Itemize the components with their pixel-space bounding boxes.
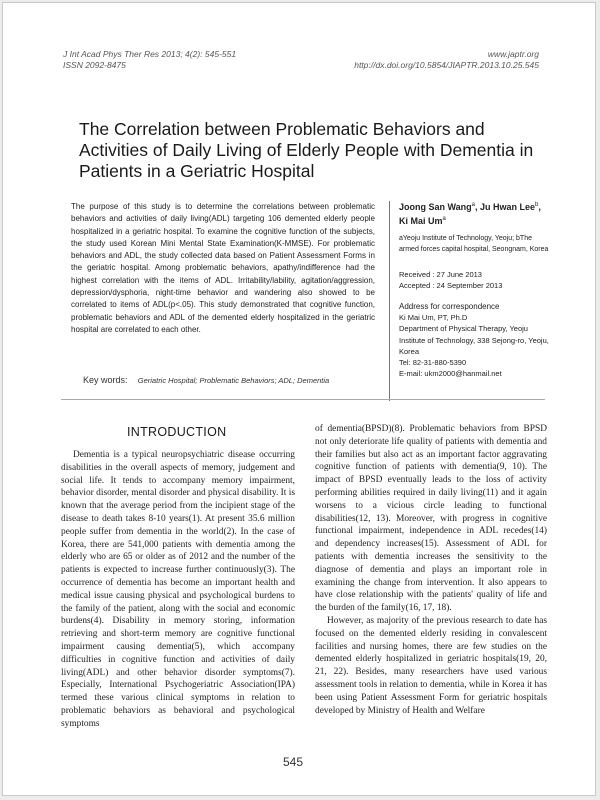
correspondence-address: Department of Physical Therapy, Yeoju Institute of Technology, 338 Sejong-ro, Yeoju, Korea xyxy=(399,324,549,356)
body-column-right xyxy=(315,423,547,717)
author-name: Joong San Wang xyxy=(399,202,472,212)
intro-paragraph: of dementia(BPSD)(8). Problematic behaviors from BPSD not only deteriorate life quality of patients with dementia and their families but also act as an important factor aggravating cognitive function of patients with dementia(9, 10). The impact of BPSD eventually leads to the loss of activity performing abilities required in daily living(11) and it again worsens to a vicious circle leading to functional disabilities(12, 13). Moreover, with progress in cognitive functional impairment, independence in ADL recedes(14) and dependency increases(15). Assessment of ADL for patients with dementia increases the sensitivity to the diagnose of dementia and plays an important role in examining the change from intervention. It also appears to have close relationship with the patients' quality of life and the burden of the family(16, 17, 18). xyxy=(315,424,547,614)
intro-paragraph: Dementia is a typical neuropsychiatric disease occurring disabilities in the overall aspects of memory, judgement and social life. It tends to accompany memory impairment, behavior disorder, mental disorder and physical disability. It is known that the average period from the incipient stage of the disease to death takes 8-10 years(1). At present 35.6 million people suffer from dementia in the world(2). In the case of Korea, there are 541,000 patients with dementia among the elderly who are 65 or older as of 2012 and the number of the patients is expected to increase further continuously(3). The occurrence of dementia has become an important health and medical issue causing physical and psychological burdens to the family of the patient, along with the social and economic burdens(4). Disability in memory storing, information retrieving and short-term memory are cognitive functional impairment causing dementia(5), which accompany difficulties in cognitive function and activities of daily living(ADL) and other behavior disorder symptoms(7). Especially, International Psychogeriatric Association(IPA) termed these various clinical symptoms in relation to problematic behaviors as behavioral and psychological symptoms xyxy=(61,450,295,729)
correspondence-heading: Address for correspondence xyxy=(399,302,500,311)
author-sidebar xyxy=(399,199,549,379)
correspondence xyxy=(399,301,549,379)
author-name: Ki Mai Um xyxy=(399,216,443,226)
correspondence-email[interactable]: E-mail: ukm2000@hanmail.net xyxy=(399,369,502,379)
column-divider xyxy=(389,201,390,401)
correspondence-name: Ki Mai Um, PT, Ph.D xyxy=(399,313,468,323)
intro-paragraph: However, as majority of the previous research to date has focused on the demented elderly residing in convalescent facilities and nursing homes, there are few studies on the demented elderly hospitalized in geriatric hospitals(19, 20, 21, 22). Besides, many researchers have used various assessment tools in relation to dementia, while in Korea it has been using Patient Assessment Form for geriatric hospitals developed by Ministry of Health and Welfare xyxy=(315,615,547,716)
affiliation-mark: b xyxy=(535,202,539,208)
body-column-left xyxy=(61,449,295,731)
journal-citation: J Int Acad Phys Ther Res 2013; 4(2): 545-551 xyxy=(63,49,237,59)
paper-page xyxy=(2,2,596,796)
article-dates xyxy=(399,269,549,291)
page-number: 545 xyxy=(283,755,304,769)
abstract: The purpose of this study is to determine the correlations between problematic behaviors and activities of daily living(ADL) targeting 106 demented elderly people hospitalized in a geriatric hospital. To examine the cognitive function of the subjects, the study used Korean Mini Mental State Examination(K-MMSE). For problematic behaviors and ADL, the study collected data based on Patient Assessment Forms in the geriatric hospital. Among problematic behaviors, apathy/indifference had the highest correlation with the items of ADL. Irritability/lability, agitation/aggression, depression/dysphoria, night-time behavior and wandering also showed to be correlated to items of ADL(p<.05). This study demonstrated that cognitive function, problematic behaviors and ADL of the demented elderly hospitalized in the geriatric hospital are correlated to each other. xyxy=(71,202,375,334)
affiliation-mark: a xyxy=(471,202,476,208)
article-title: The Correlation between Problematic Behaviors and Activities of Daily Living of Elderly People with Dementia in Patients in a Geriatric Hospital xyxy=(79,119,534,181)
doi-link[interactable]: http://dx.doi.org/10.5854/JIAPTR.2013.10.25.545 xyxy=(354,60,539,70)
section-divider xyxy=(61,399,545,400)
keywords-label: Key words: xyxy=(83,375,128,385)
introduction-heading: INTRODUCTION xyxy=(127,425,227,439)
issn: ISSN 2092-8475 xyxy=(63,60,126,70)
running-header-right xyxy=(354,49,539,71)
correspondence-tel: Tel: 82-31-880-5390 xyxy=(399,358,467,368)
keywords xyxy=(83,375,383,385)
received-date: Received : 27 June 2013 xyxy=(399,270,482,279)
journal-website-link[interactable]: www.japtr.org xyxy=(487,49,539,59)
running-header-left xyxy=(63,49,236,71)
accepted-date: Accepted : 24 September 2013 xyxy=(399,281,503,290)
keywords-text: Geriatric Hospital; Problematic Behaviors; ADL; Dementia xyxy=(137,376,330,385)
author-name: Ju Hwan Lee xyxy=(480,202,536,212)
affiliation-mark: a xyxy=(442,216,446,222)
author-list: Joong San Wang$^a$, Ju Hwan Lee$^b$, Ki Mai Um$^a$ xyxy=(399,202,541,226)
affiliations: aYeoju Institute of Technology, Yeoju; bThe armed forces capital hospital, Seongnam, Korea xyxy=(399,235,549,253)
